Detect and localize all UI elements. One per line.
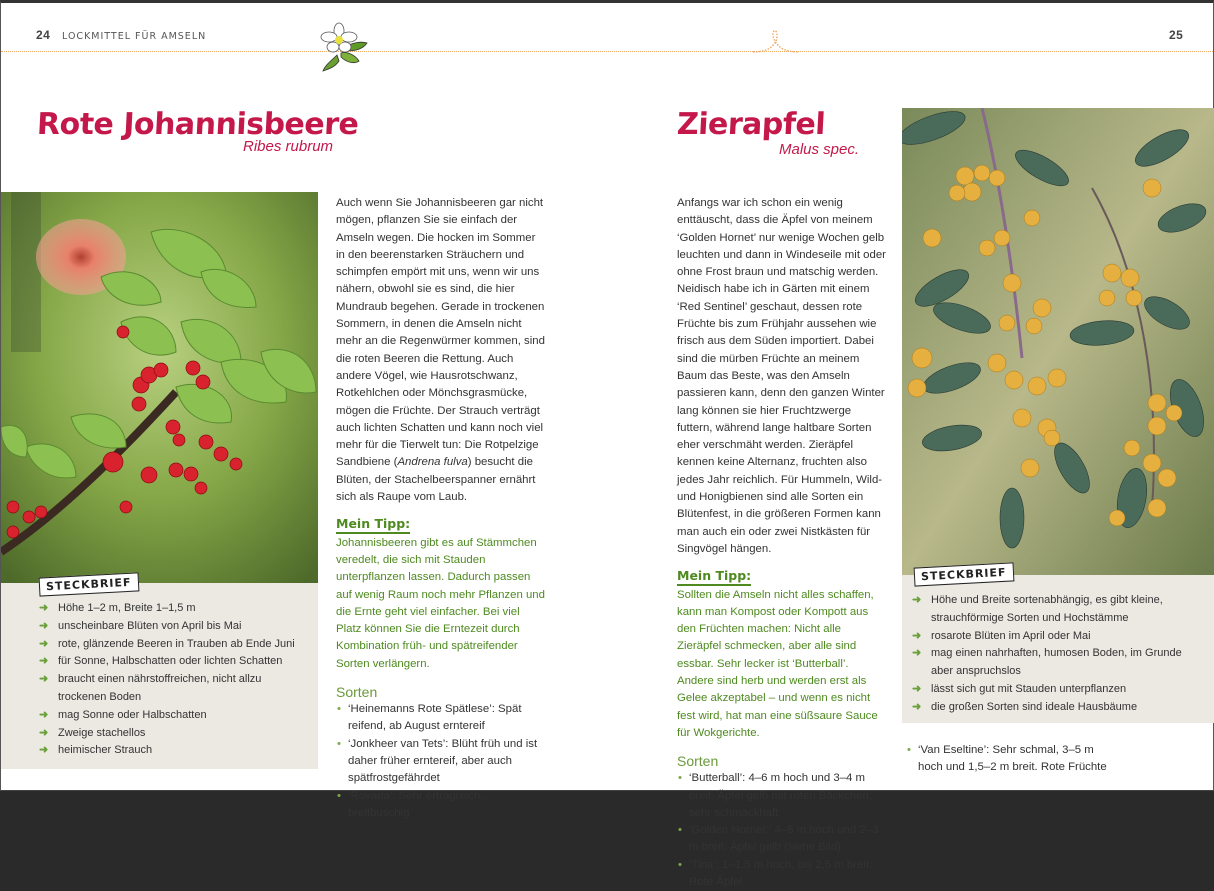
ornamental-apple-photo xyxy=(902,108,1214,575)
left-tip-text: Johannisbeeren gibt es auf Stämmchen veredelt, die sich mit Stauden unterpflanzen lassen. Dadurch passen auf wenig Raum noch mehr Pflanzen und die Ernte geht viel einfacher. Bei viel Platz können Sie die Erntezeit durch Kombination früh- und spätreifender Sorten verlängern. xyxy=(336,536,545,670)
steckbrief-item: ➜ heimischer Strauch xyxy=(39,742,309,760)
sorten-item: • ‘Golden Hornet’: 4–8 m hoch und 2–3 m breit. Äpfel gelb (siehe Bild) xyxy=(677,822,887,857)
left-tip-heading: Mein Tipp: xyxy=(336,516,410,534)
steckbrief-item: ➜ rote, glänzende Beeren in Trauben ab Ende Juni xyxy=(39,636,309,654)
left-body-paragraph: Auch wenn Sie Johannisbeeren gar nicht mögen, pflanzen Sie sie einfach der Amseln wegen. Die hocken im Sommer in den beerenstarken Sträuchern und schimpfen empört mit uns, wenn wir uns nähern, obwohl sie es sind, die hier Mundraub begehen. Gerade in trockenen Sommern, in denen die Amseln nicht mehr an die Regenwürmer kommen, sind die roten Beeren die Rettung. Auch andere Vögel, wie Hausrotschwanz, Rotkehlchen oder Mönchsgrasmücke, mögen die Früchte. Der Strauch verträgt auch lichten Schatten und kann noch viel mehr für die Tierwelt tun: Die Rotpelzige Sandbiene (Andrena fulva) besucht die Blüten, der Stachelbeerspanner ernährt sich als Raupe vom Laub. xyxy=(336,197,545,504)
right-body-paragraph: Anfangs war ich schon ein wenig enttäuscht, dass die Äpfel von meinem ‘Golden Hornet’ nur wenige Wochen gelb leuchten und dann in Windeseile mit oder ohne Frost braun und matschig werden. Neidisch habe ich in Gärten mit einem ‘Red Sentinel’ geschaut, dessen rote Früchte bis zum Frühjahr aussehen wie frisch aus dem Süden importiert. Dabei sind die mürben Früchte an meinem Baum das Beste, was den Amseln passieren kann, denn den ganzen Winter lang können sie hier Fruchtzwerge futtern, während lange haltbare Sorten eher verschmäht werden. Zieräpfel kennen keine Alternanz, fruchten also jedes Jahr reichlich. Für Hummeln, Wild- und Honigbienen sind alle Sorten ein Blütenfest, in die größeren Formen kann man auch ein oder zwei Nistkästen für Singvögel hängen. xyxy=(677,197,886,555)
left-sorten-list xyxy=(336,701,546,822)
right-sorten-list-continued xyxy=(906,742,1116,777)
steckbrief-item: ➜ mag einen nahrhaften, humosen Boden, im Grunde aber anspruchslos xyxy=(912,647,1182,678)
right-sorten-heading: Sorten xyxy=(677,753,719,770)
right-page-title: Zierapfel xyxy=(676,107,826,142)
sorten-item: • ‘Butterball’: 4–6 m hoch und 3–4 m breit. Äpfel gelb mit roten Bäckchen, sehr schmackhaft xyxy=(677,770,887,822)
green-arrow-icon: ➜ xyxy=(912,682,922,695)
steckbrief-item: ➜ Zweige stachellos xyxy=(39,725,309,743)
running-head: LOCKMITTEL FÜR AMSELN xyxy=(62,31,207,42)
steckbrief-item: ➜ rosarote Blüten im April oder Mai xyxy=(912,628,1182,646)
left-body-column xyxy=(336,195,546,822)
sorten-item: • ‘Tina’: 1–1,5 m hoch, bis 2,5 m breit. Rote Äpfel xyxy=(677,857,887,891)
steckbrief-item: ➜ Höhe 1–2 m, Breite 1–1,5 m xyxy=(39,600,309,618)
sorten-item: • ‘Rovada’: Sehr ertragreich, breitbuschig xyxy=(336,788,546,823)
green-arrow-icon: ➜ xyxy=(39,744,49,757)
right-latin-name: Malus spec. xyxy=(779,141,860,158)
left-sorten-heading: Sorten xyxy=(336,684,378,701)
steckbrief-item: ➜ für Sonne, Halbschatten oder lichten Schatten xyxy=(39,653,309,671)
steckbrief-item: ➜ unscheinbare Blüten von April bis Mai xyxy=(39,618,309,636)
dotted-loop-decoration xyxy=(753,23,799,55)
steckbrief-item: ➜ Höhe und Breite sortenabhängig, es gibt kleine, strauchförmige Sorten und Hochstämme xyxy=(912,594,1163,624)
steckbrief-item: ➜ braucht einen nährstoffreichen, nicht allzu trockenen Boden xyxy=(39,673,262,703)
steckbrief-item: ➜ lässt sich gut mit Stauden unterpflanzen xyxy=(912,681,1182,699)
right-sorten-list xyxy=(677,770,887,891)
right-steckbrief-label: STECKBRIEF xyxy=(914,562,1014,586)
sorten-item: • ‘Van Eseltine’: Sehr schmal, 3–5 m hoch und 1,5–2 m breit. Rote Früchte xyxy=(906,742,1116,777)
green-arrow-icon: ➜ xyxy=(912,629,922,642)
green-arrow-icon: ➜ xyxy=(912,594,922,606)
green-arrow-icon: ➜ xyxy=(39,655,49,668)
right-steckbrief-box xyxy=(902,565,1214,723)
right-steckbrief-list xyxy=(912,592,1182,717)
left-steckbrief-list xyxy=(39,600,309,760)
red-currant-photo xyxy=(1,192,318,584)
left-page-number: 24 xyxy=(36,28,51,42)
green-arrow-icon: ➜ xyxy=(912,647,922,660)
right-tip-text: Sollten die Amseln nicht alles schaffen, kann man Kompost oder Kompott aus den Früchten machen: Nicht alle Zieräpfel schmecken, aber alle sind essbar. Sehr lecker ist ‘Butterball’. Andere sind herb und werden erst als Gelee akzeptabel – und wenn es nicht fest wird, hat man eine süßsaure Sauce für Wokgerichte. xyxy=(677,588,878,739)
left-latin-name: Ribes rubrum xyxy=(243,138,334,155)
left-steckbrief-box xyxy=(1,575,318,769)
green-arrow-icon: ➜ xyxy=(39,637,49,650)
right-body-column xyxy=(677,195,887,891)
green-arrow-icon: ➜ xyxy=(912,700,922,713)
steckbrief-item: ➜ mag Sonne oder Halbschatten xyxy=(39,707,309,725)
green-arrow-icon: ➜ xyxy=(39,726,49,739)
right-sorten-continued xyxy=(906,742,1116,777)
green-arrow-icon: ➜ xyxy=(39,619,49,632)
left-steckbrief-label: STECKBRIEF xyxy=(39,572,139,596)
green-arrow-icon: ➜ xyxy=(39,673,49,686)
header-dotted-line xyxy=(1,51,1213,52)
anemone-flower-icon xyxy=(311,21,373,77)
right-tip-heading: Mein Tipp: xyxy=(677,568,751,586)
sorten-item: • ‘Jonkheer van Tets’: Blüht früh und ist daher früher erntereif, aber auch spätfrostgefährdet xyxy=(336,736,546,788)
right-page-number: 25 xyxy=(1169,28,1184,42)
left-page-title: Rote Johannisbeere xyxy=(36,107,360,142)
steckbrief-item: ➜ die großen Sorten sind ideale Hausbäume xyxy=(912,699,1182,717)
green-arrow-icon: ➜ xyxy=(39,708,49,721)
green-arrow-icon: ➜ xyxy=(39,602,49,614)
sorten-item: • ‘Heinemanns Rote Spätlese’: Spät reifend, ab August erntereif xyxy=(336,701,546,736)
